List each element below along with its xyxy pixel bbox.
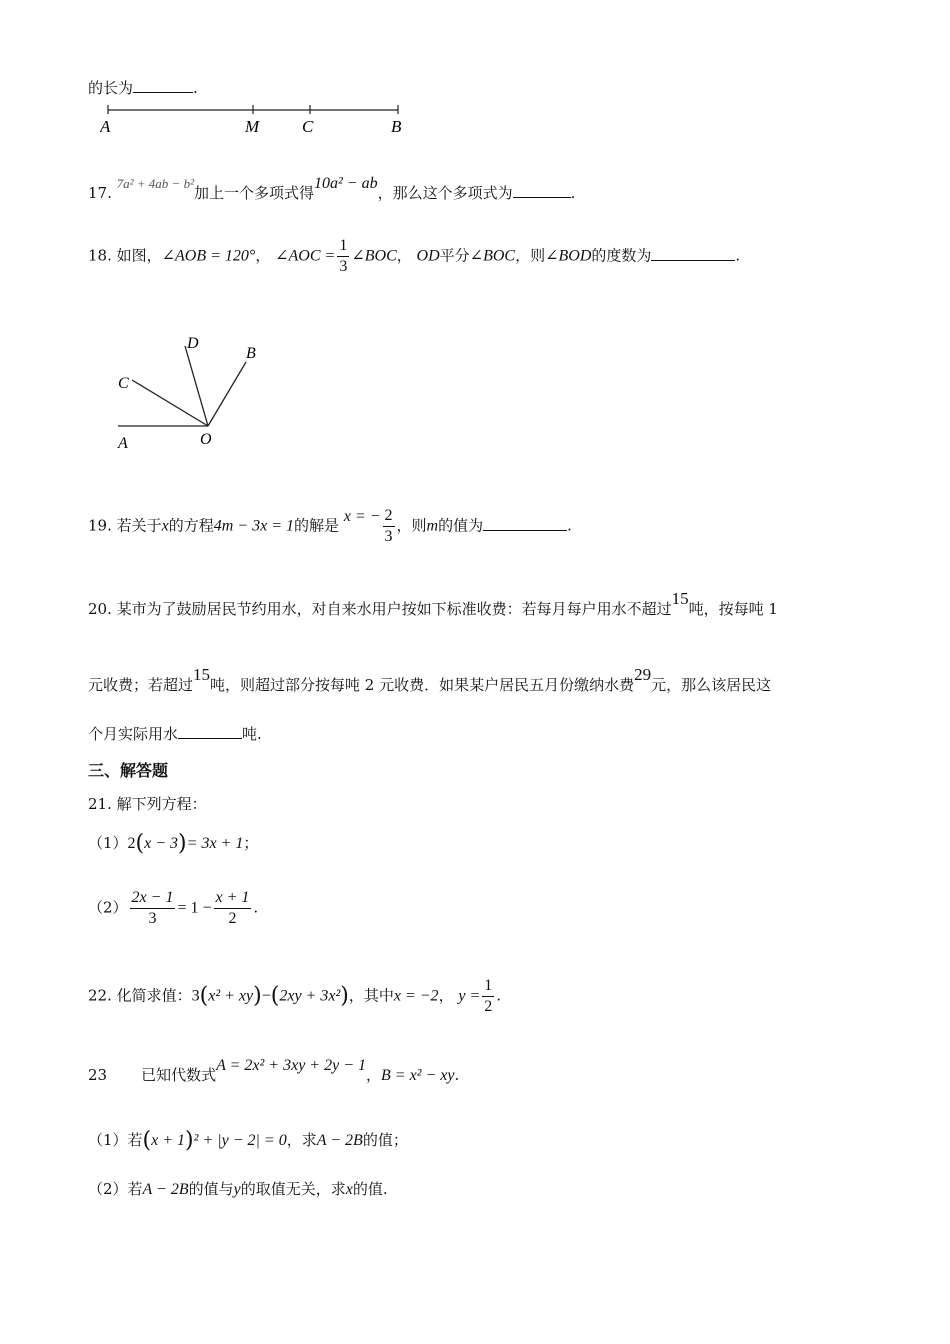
point-label-b: B — [391, 117, 402, 136]
question-23-part-1: （1）若(x + 1)² + |y − 2| = 0，求A − 2B的值； — [88, 1128, 408, 1153]
angle-figure — [110, 330, 280, 460]
question-17: 17. 7a² + 4ab − b²加上一个多项式得10a² − ab，那么这个多项式为 . — [88, 175, 576, 202]
answer-blank — [651, 246, 735, 261]
point-label-a: A — [100, 117, 111, 136]
question-19: 19. 若关于x的方程4m − 3x = 1的解是 x = − $\frac{2}{3}$ ，则m的值为 . — [88, 507, 572, 545]
answer-blank — [513, 183, 571, 198]
q17-expr1: 7a² + 4ab − b² — [116, 176, 194, 191]
point-label-m: M — [245, 117, 260, 136]
answer-blank — [133, 78, 193, 93]
segment-figure — [100, 100, 420, 140]
expression-a: A = 2x² + 3xy + 2y − 1 — [216, 1057, 366, 1074]
label-d: D — [187, 335, 199, 352]
ray-ob — [208, 362, 246, 426]
q17-expr2: 10a² − ab — [314, 175, 378, 192]
answer-blank — [178, 724, 242, 739]
question-23: 23 已知代数式A = 2x² + 3xy + 2y − 1，B = x² − xy. — [88, 1057, 460, 1084]
expression-b: B = x² − xy — [381, 1067, 455, 1084]
question-20-line-3: 个月实际用水 吨. — [88, 725, 262, 743]
section-heading: 三、解答题 — [88, 761, 169, 780]
label-a: A — [118, 435, 128, 452]
question-18: 18. 如图，∠AOB = 120°， ∠AOC = $\frac{1}{3}$ ∠BOC， OD平分∠BOC，则∠BOD的度数为 . — [88, 237, 741, 275]
fraction-one-half: $\frac{1}{2}$ — [484, 977, 493, 1015]
fraction-two-thirds: $\frac{2}{3}$ — [384, 507, 393, 545]
label-c: C — [118, 375, 129, 392]
question-21-part-1: （1）2(x − 3)= 3x + 1； — [88, 831, 259, 856]
fraction-one-third: $\frac{1}{3}$ — [339, 237, 348, 275]
answer-blank — [483, 516, 567, 531]
fraction-right: $\frac{x + 1}{2}$ — [215, 889, 250, 927]
point-label-c: C — [302, 117, 314, 136]
question-20-line-1: 20. 某市为了鼓励居民节约用水，对自来水用户按如下标准收费：若每月每户用水不超过15吨，按每吨 1 — [88, 589, 778, 618]
question-21-part-2: （2） $\frac{2x - 1}{3}$ = 1 − $\frac{x + 1}{2}$ . — [88, 889, 259, 927]
question-22: 22. 化简求值：3(x² + xy)−(2xy + 3x²)，其中x = −2， y = $\frac{1}{2}$ . — [88, 977, 502, 1015]
fraction-left: $\frac{2x - 1}{3}$ — [131, 889, 174, 927]
q18-angle-aob: ∠AOB = 120° — [161, 247, 256, 265]
question-20-line-2: 元收费；若超过15吨，则超过部分按每吨 2 元收费．如果某户居民五月份缴纳水费29元，那么该居民这 — [88, 665, 772, 694]
q16-tail: 的长为 . — [88, 79, 198, 97]
label-o: O — [200, 431, 212, 448]
question-23-part-2: （2）若A − 2B的值与y的取值无关，求x的值. — [88, 1180, 388, 1198]
q19-equation: 4m − 3x = 1 — [213, 517, 294, 535]
question-21-title: 21. 解下列方程： — [88, 795, 207, 813]
label-b: B — [246, 345, 256, 362]
